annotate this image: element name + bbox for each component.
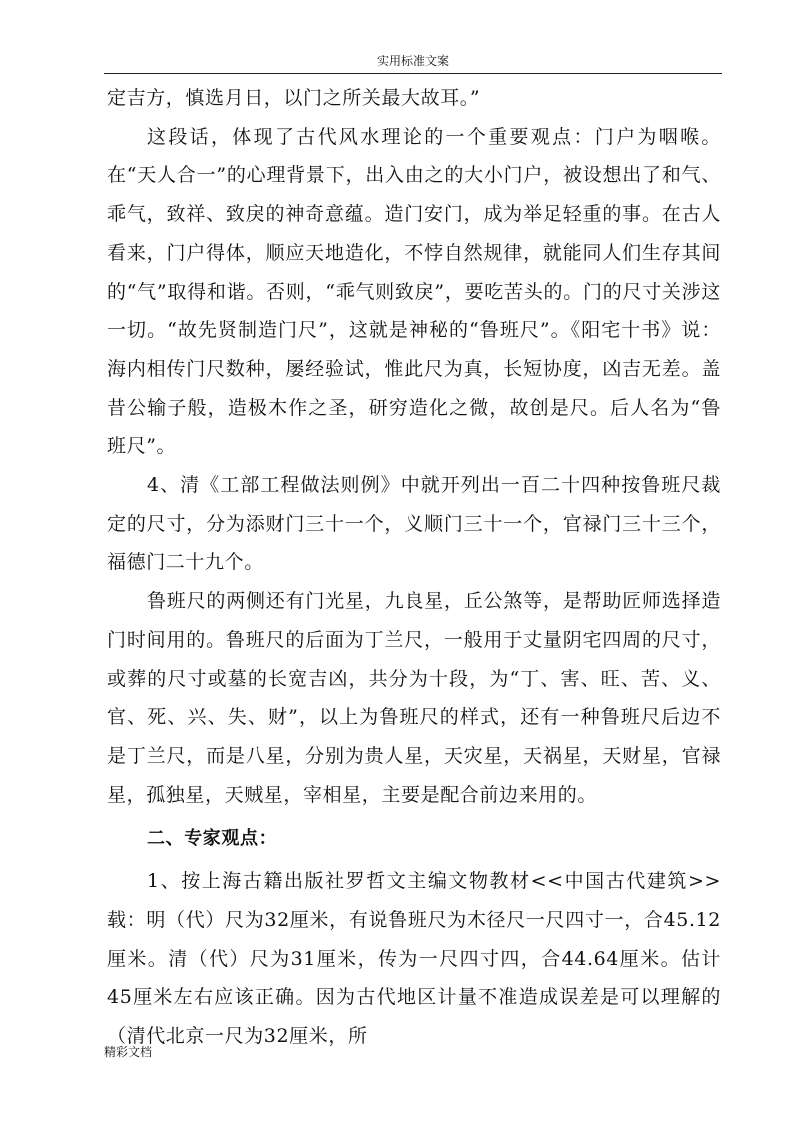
- paragraph-expert-view: 1、按上海古籍出版社罗哲文主编文物教材<<中国古代建筑>>载：明（代）尺为32厘米，有说鲁班尺为木径尺一尺四寸一，合45.12厘米。清（代）尺为31厘米，传为一尺四寸四，合44.64厘米。估计45厘米左右应该正确。因为古代地区计量不准造成误差是可以理解的（清代北京一尺为32厘米，所: [107, 870, 721, 1048]
- page-footer: 精彩文档: [104, 1045, 153, 1059]
- paragraph-luban-ruler: 鲁班尺的两侧还有门光星，九良星，丘公煞等，是帮助匠师选择造门时间用的。鲁班尺的后面为丁兰尺，一般用于丈量阴宅四周的尺寸，或葬的尺寸或墓的长宽吉凶，共分为十段，为“丁、害、旺、苦、义、官、死、兴、失、财”，以上为鲁班尺的样式，还有一种鲁班尺后边不是丁兰尺，而是八星，分别为贵人星，天灾星，天祸星，天财星，官禄星，孤独星，天贼星，宰相星，主要是配合前边来用的。: [107, 590, 721, 806]
- page-header: 实用标准文案: [376, 54, 449, 68]
- header-divider: [104, 73, 722, 74]
- paragraph-qing-regulations: 4、清《工部工程做法则例》中就开列出一百二十四种按鲁班尺裁定的尺寸，分为添财门三十一个，义顺门三十一个，官禄门三十三个，福德门二十九个。: [107, 474, 721, 574]
- paragraph-fengshui-door: 这段话，体现了古代风水理论的一个重要观点：门户为咽喉。在“天人合一”的心理背景下，出入由之的大小门户，被设想出了和气、乖气，致祥、致戾的神奇意蕴。造门安门，成为举足轻重的事。在古人看来，门户得体，顺应天地造化，不悖自然规律，就能同人们生存其间的“气”取得和谐。否则，“乖气则致戾”，要吃苦头的。门的尺寸关涉这一切。“故先贤制造门尺”，这就是神秘的“鲁班尺”。《阳宅十书》说：海内相传门尺数种，屡经验试，惟此尺为真，长短协度，凶吉无差。盖昔公输子般，造极木作之圣，研穷造化之微，故创是尺。后人名为“鲁班尺”。: [107, 125, 721, 458]
- section-heading: 二、专家观点：: [147, 828, 278, 850]
- document-body: [107, 79, 721, 1056]
- paragraph-continuation: 定吉方，慎选月日，以门之所关最大故耳。”: [107, 87, 481, 109]
